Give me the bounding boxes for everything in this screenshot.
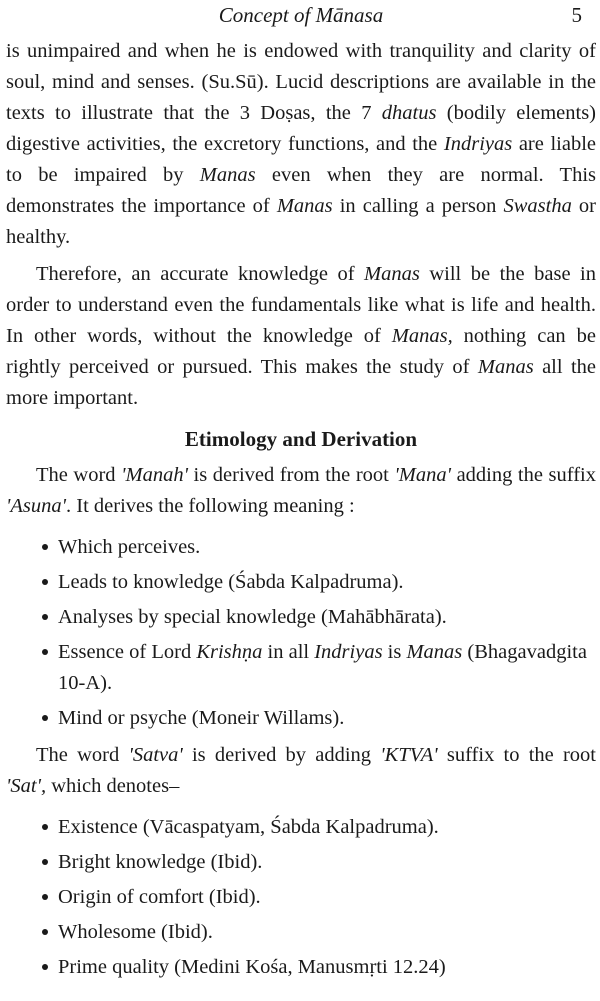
italic-term: 'Asuna' [6, 495, 67, 517]
list-item-text: Leads to knowledge (Śabda Kalpadruma). [58, 571, 404, 593]
text-span: is [382, 641, 407, 663]
text-span: . It derives the following meaning : [66, 495, 355, 517]
bullet-icon [42, 614, 48, 620]
text-span: or healthy. [6, 195, 597, 248]
bullet-icon [42, 649, 48, 655]
list-item [6, 882, 596, 913]
italic-term: 'Sat', [6, 775, 47, 797]
text-span: Therefore, an accurate knowledge of [36, 263, 365, 285]
text-span: The word [36, 744, 129, 766]
paragraph-2 [6, 259, 596, 414]
text-span: in all [262, 641, 315, 663]
list-item-text: Wholesome (Ibid). [58, 921, 213, 943]
list-item [6, 532, 596, 563]
list-item [6, 847, 596, 878]
italic-term: Manas [276, 195, 333, 217]
italic-term: Krishṇa [196, 641, 263, 663]
page-body [6, 36, 596, 983]
text-span: is derived from the root [187, 464, 395, 486]
list-item-text: Mind or psyche (Moneir Willams). [58, 707, 345, 729]
bullet-icon [42, 929, 48, 935]
italic-term: Manas [477, 356, 534, 378]
bullet-icon [42, 715, 48, 721]
list-item [6, 567, 596, 598]
list-item [6, 917, 596, 948]
list-item-text: Analyses by special knowledge (Mahābhārata). [58, 606, 447, 628]
italic-term: 'Satva' [128, 744, 183, 766]
paragraph-1 [6, 36, 596, 253]
text-span: (bodily elements) digestive activities, the excretory functions, and the [6, 102, 596, 155]
text-span: The word [36, 464, 122, 486]
list-item-text: Bright knowledge (Ibid). [58, 851, 263, 873]
text-span: Essence of Lord [58, 641, 197, 663]
bullet-icon [42, 824, 48, 830]
italic-term: 'Mana' [394, 464, 452, 486]
text-span: suffix to the root [437, 744, 596, 766]
text-span: is derived by adding [182, 744, 381, 766]
running-title: Concept of Mānasa [218, 3, 384, 27]
meaning-list [6, 532, 596, 734]
satva-meaning-list [6, 812, 596, 983]
bullet-icon [42, 964, 48, 970]
list-item-text: Existence (Vācaspatyam, Śabda Kalpadruma). [58, 816, 439, 838]
text-span: will be the base in order to understand even the fundamentals like what is life and health. In other words, without the knowledge of [6, 263, 596, 347]
text-span: is unimpaired and when he is endowed with tranquility and clarity of soul, mind and senses. (Su.Sū). Lucid descriptions are available in the texts to illustrate that the 3 Doṣas, the 7 [6, 40, 596, 124]
text-span: in calling a person [332, 195, 504, 217]
list-item [6, 812, 596, 843]
page-number: 5 [571, 3, 582, 27]
italic-term: Manas, [391, 325, 453, 347]
list-item [6, 952, 596, 983]
list-item [6, 703, 596, 734]
italic-term: Indriyas [314, 641, 383, 663]
italic-term: dhatus [381, 102, 437, 124]
italic-term: Manas [364, 263, 420, 285]
list-item-text: Prime quality (Medini Kośa, Manusmṛti 12.24) [58, 956, 446, 978]
text-span: even when they are normal. This demonstrates the importance of [6, 164, 597, 217]
list-item-text: Which perceives. [58, 536, 201, 558]
italic-term: Manas [406, 641, 463, 663]
section-heading: Etimology and Derivation [184, 427, 418, 451]
paragraph-4 [6, 740, 596, 802]
text-span: which denotes– [46, 775, 180, 797]
bullet-icon [42, 859, 48, 865]
paragraph-3 [6, 460, 596, 522]
italic-term: 'KTVA' [380, 744, 438, 766]
italic-term: Swastha [503, 195, 572, 217]
italic-term: 'Manah' [121, 464, 188, 486]
list-item [6, 637, 596, 699]
italic-term: Indriyas [443, 133, 513, 155]
bullet-icon [42, 894, 48, 900]
italic-term: Manas [199, 164, 256, 186]
running-header [6, 0, 596, 36]
text-span: (Bhagavadgita 10-A). [58, 641, 587, 694]
bullet-icon [42, 544, 48, 550]
list-item-text: Origin of comfort (Ibid). [58, 886, 261, 908]
bullet-icon [42, 579, 48, 585]
text-span: nothing can be rightly perceived or pursued. This makes the study of [6, 325, 596, 378]
text-span: all the more important. [6, 356, 596, 409]
text-span: are liable to be impaired by [6, 133, 596, 186]
text-span: adding the suffix [451, 464, 596, 486]
list-item [6, 602, 596, 633]
